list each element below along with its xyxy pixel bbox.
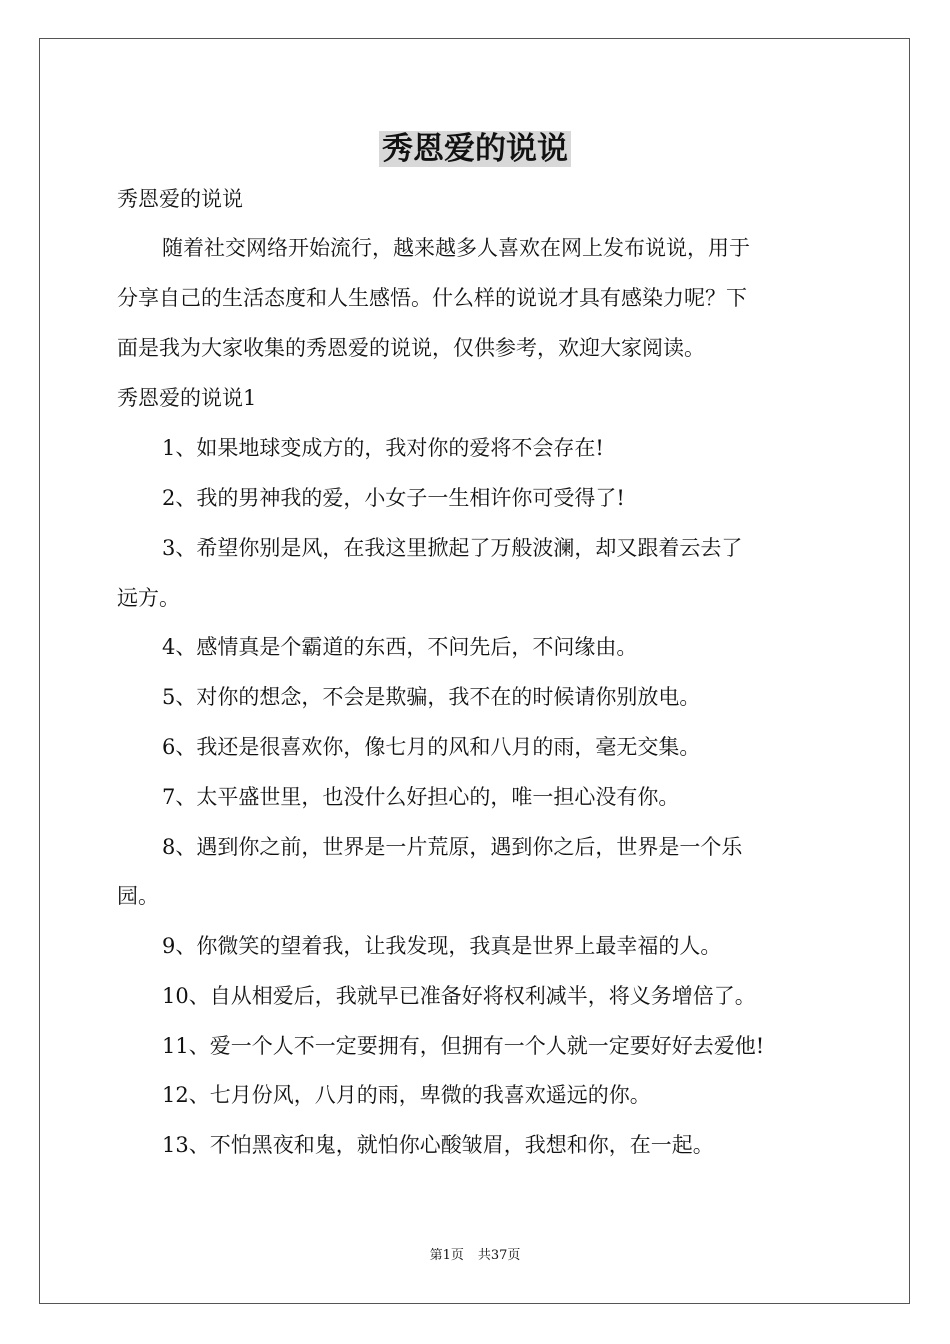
list-item-6: 6、我还是很喜欢你，像七月的风和八月的雨，毫无交集。 — [162, 735, 701, 759]
list-item-12: 12、七月份风，八月的雨，卑微的我喜欢遥远的你。 — [162, 1083, 651, 1107]
list-item-10: 10、自从相爱后，我就早已准备好将权利减半，将义务增倍了。 — [162, 984, 756, 1008]
intro-line-1: 随着社交网络开始流行，越来越多人喜欢在网上发布说说，用于 — [162, 236, 750, 260]
document-subtitle: 秀恩爱的说说 — [117, 187, 243, 211]
list-item-2: 2、我的男神我的爱，小女子一生相许你可受得了! — [162, 486, 625, 510]
page-footer — [0, 1247, 950, 1265]
list-item-9: 9、你微笑的望着我，让我发现，我真是世界上最幸福的人。 — [162, 934, 722, 958]
list-item-13: 13、不怕黑夜和鬼，就怕你心酸皱眉，我想和你，在一起。 — [162, 1133, 714, 1157]
list-item-8: 8、遇到你之前，世界是一片荒原，遇到你之后，世界是一个乐 — [162, 835, 743, 859]
list-item-7: 7、太平盛世里，也没什么好担心的，唯一担心没有你。 — [162, 785, 680, 809]
list-item-5: 5、对你的想念，不会是欺骗，我不在的时候请你别放电。 — [162, 685, 701, 709]
document-title — [0, 126, 950, 172]
list-item-1: 1、如果地球变成方的，我对你的爱将不会存在! — [162, 436, 604, 460]
page-border — [39, 38, 910, 1304]
page-total: 共37页 — [477, 1248, 521, 1263]
list-item-3: 3、希望你别是风，在我这里掀起了万般波澜，却又跟着云去了 — [162, 536, 743, 560]
section-heading: 秀恩爱的说说1 — [117, 386, 257, 410]
list-item-3-continued: 远方。 — [117, 586, 180, 610]
list-item-4: 4、感情真是个霸道的东西，不问先后，不问缘由。 — [162, 635, 638, 659]
list-item-11: 11、爱一个人不一定要拥有，但拥有一个人就一定要好好去爱他! — [162, 1034, 765, 1058]
intro-line-2: 分享自己的生活态度和人生感悟。什么样的说说才具有感染力呢？下 — [117, 286, 747, 310]
page-number: 第1页 — [429, 1248, 464, 1263]
intro-line-3: 面是我为大家收集的秀恩爱的说说，仅供参考，欢迎大家阅读。 — [117, 336, 705, 360]
document-title-text: 秀恩爱的说说 — [379, 131, 571, 167]
list-item-8-continued: 园。 — [117, 884, 159, 908]
